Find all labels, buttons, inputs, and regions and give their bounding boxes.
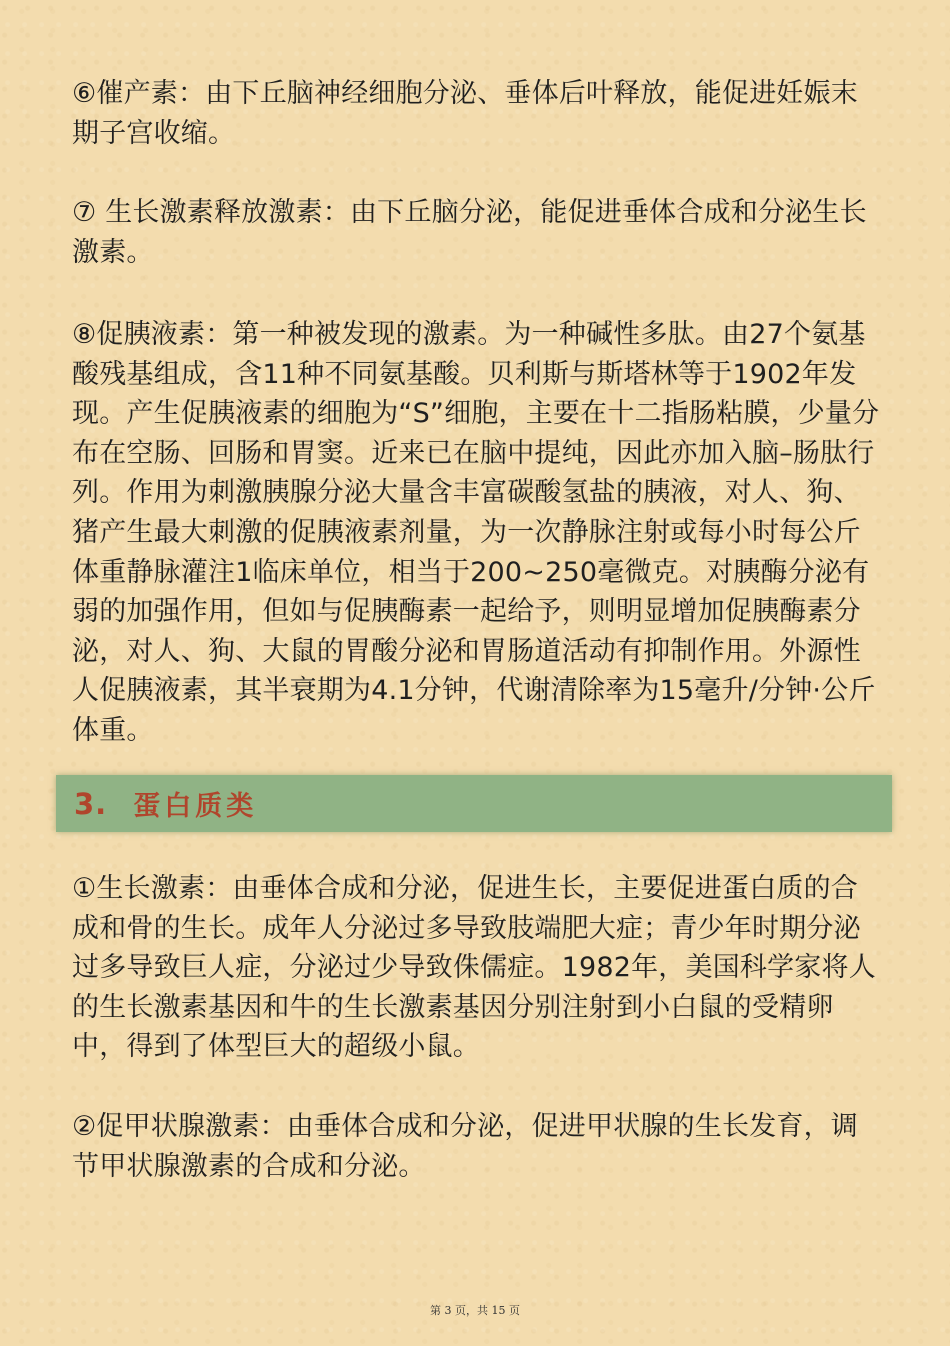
paragraph-tsh: ②促甲状腺激素：由垂体合成和分泌，促进甲状腺的生长发育，调节甲状腺激素的合成和分泌。 xyxy=(72,1111,859,1182)
paragraph-secretin: ⑧促胰液素：第一种被发现的激素。为一种碱性多肽。由27个氨基酸残基组成，含11种不同氨基酸。贝利斯与斯塔林等于1902年发现。产生促胰液素的细胞为“S”细胞，主要在十二指肠粘膜，少量分布在空肠、回肠和胃窦。近来已在脑中提纯，因此亦加入脑–肠肽行列。作用为刺激胰腺分泌大量含丰富碳酸氢盐的胰液，对人、狗、猪产生最大刺激的促胰液素剂量，为一次静脉注射或每小时每公斤体重静脉灌注1临床单位，相当于200~250毫微克。对胰酶分泌有弱的加强作用，但如与促胰酶素一起给予，则明显增加促胰酶素分泌，对人、狗、大鼠的胃酸分泌和胃肠道活动有抑制作用。外源性人促胰液素，其半衰期为4.1分钟，代谢清除率为15毫升/分钟·公斤体重。 xyxy=(72,319,880,746)
section-number: 3. xyxy=(74,786,108,821)
paragraph-oxytocin: ⑥催产素：由下丘脑神经细胞分泌、垂体后叶释放，能促进妊娠末期子宫收缩。 xyxy=(72,78,859,149)
page-footer: 第 3 页，共 15 页 xyxy=(430,1304,520,1317)
paragraph-growth-hormone: ①生长激素：由垂体合成和分泌，促进生长，主要促进蛋白质的合成和骨的生长。成年人分泌过多导致肢端肥大症；青少年时期分泌过多导致巨人症，分泌过少导致侏儒症。1982年，美国科学家将人的生长激素基因和牛的生长激素基因分别注射到小白鼠的受精卵中，得到了体型巨大的超级小鼠。 xyxy=(72,873,876,1063)
section-header-proteins xyxy=(56,775,892,832)
section-title: 蛋白质类 xyxy=(133,791,258,822)
paragraph-ghrh: ⑦ 生长激素释放激素：由下丘脑分泌，能促进垂体合成和分泌生长激素。 xyxy=(72,197,867,268)
